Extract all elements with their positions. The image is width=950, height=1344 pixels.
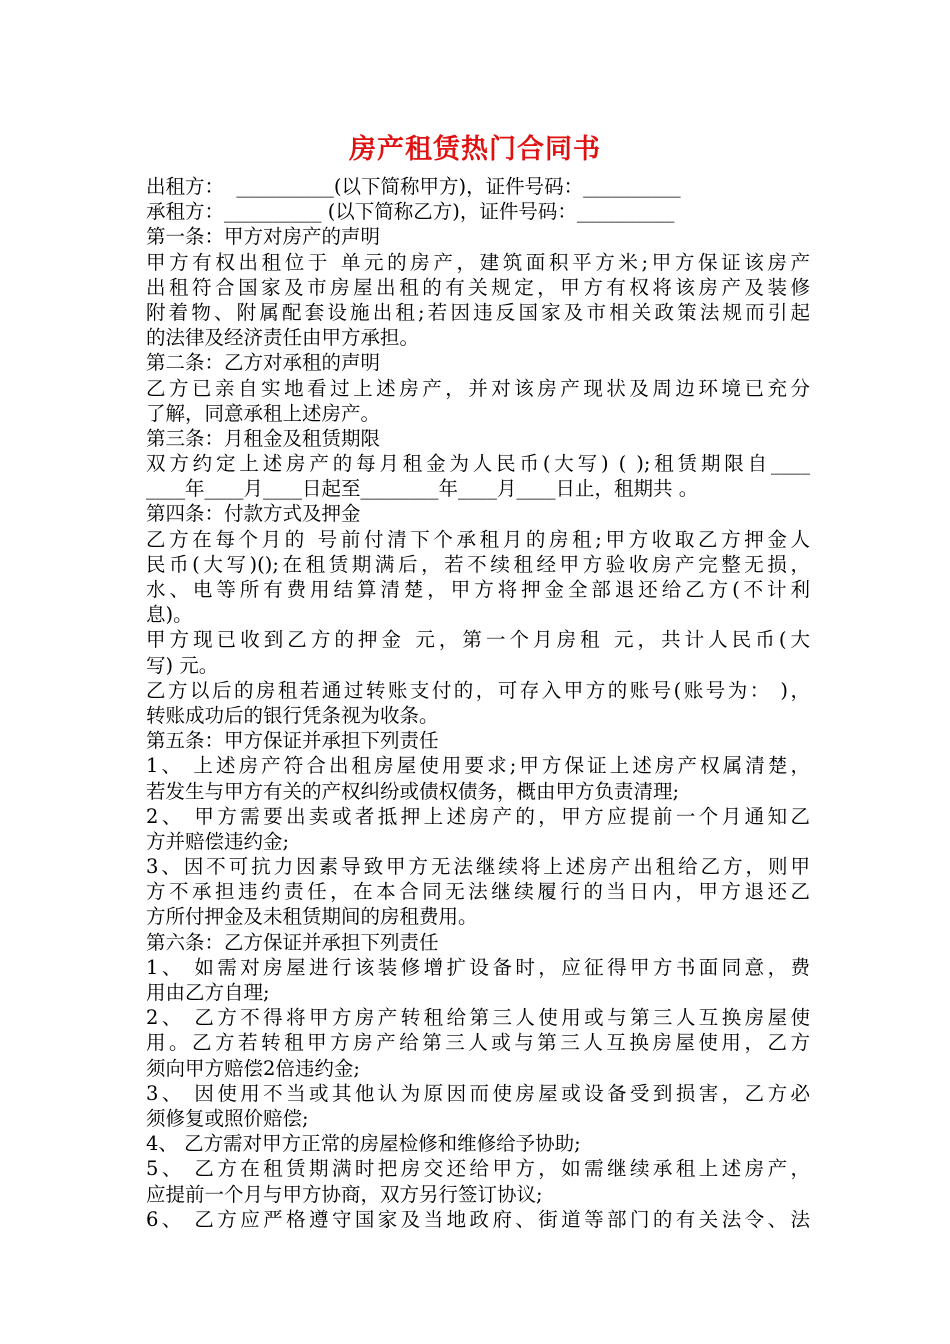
document-line: 了解，同意承租上述房产。 xyxy=(146,401,381,425)
document-line: 第二条：乙方对承租的声明 xyxy=(146,351,381,375)
document-line: 4、 乙方需对甲方正常的房屋检修和维修给予协助; xyxy=(146,1132,581,1156)
document-line: 6、 乙方应严格遵守国家及当地政府、街道等部门的有关法令、法 xyxy=(146,1207,810,1231)
document-line: 乙方以后的房租若通过转账支付的，可存入甲方的账号(账号为： )， xyxy=(146,678,810,702)
document-line: 双方约定上述房产的每月租金为人民币(大写) ( );租赁期限自____ xyxy=(146,452,810,476)
document-line: 出租符合国家及市房屋出租的有关规定，甲方有权将该房产及装修 xyxy=(146,275,810,299)
document-line: 方并赔偿违约金; xyxy=(146,829,290,853)
document-line: 承租方：__________ (以下简称乙方)，证件号码：__________ xyxy=(146,200,675,224)
document-line: 甲方现已收到乙方的押金 元，第一个月房租 元，共计人民币(大 xyxy=(146,628,810,652)
document-line: 用。乙方若转租甲方房产给第三人或与第三人互换房屋使用，乙方 xyxy=(146,1031,810,1055)
document-line: 应提前一个月与甲方协商，双方另行签订协议; xyxy=(146,1182,543,1206)
document-line: 甲方有权出租位于 单元的房产，建筑面积平方米;甲方保证该房产 xyxy=(146,250,810,274)
document-line: 第五条：甲方保证并承担下列责任 xyxy=(146,729,439,753)
document-line: 息)。 xyxy=(146,603,193,627)
document-line: 出租方： __________(以下简称甲方)，证件号码：__________ xyxy=(146,175,681,198)
document-line: 1、 如需对房屋进行该装修增扩设备时，应征得甲方书面同意，费 xyxy=(146,955,810,979)
document-line: 的法律及经济责任由甲方承担。 xyxy=(146,326,420,350)
document-line: 乙方在每个月的 号前付清下个承租月的房租;甲方收取乙方押金人 xyxy=(146,527,810,551)
document-line: 须修复或照价赔偿; xyxy=(146,1106,309,1130)
document-line: ____年____月____日起至________年____月____日止，租期共 。 xyxy=(146,477,699,501)
document-line: 2、 甲方需要出卖或者抵押上述房产的，甲方应提前一个月通知乙 xyxy=(146,804,810,828)
document-line: 若发生与甲方有关的产权纠纷或债权债务，概由甲方负责清理; xyxy=(146,779,680,803)
document-line: 2、 乙方不得将甲方房产转租给第三人使用或与第三人互换房屋使 xyxy=(146,1006,810,1030)
document-line: 第四条：付款方式及押金 xyxy=(146,502,361,526)
document-line: 方不承担违约责任，在本合同无法继续履行的当日内，甲方退还乙 xyxy=(146,880,810,904)
document-line: 5、 乙方在租赁期满时把房交还给甲方，如需继续承租上述房产， xyxy=(146,1157,810,1181)
document-line: 第三条：月租金及租赁期限 xyxy=(146,426,381,450)
document-line: 乙方已亲自实地看过上述房产，并对该房产现状及周边环境已充分 xyxy=(146,376,810,400)
document-line: 写) 元。 xyxy=(146,653,219,677)
document-line: 3、因不可抗力因素导致甲方无法继续将上述房产出租给乙方，则甲 xyxy=(146,855,810,879)
document-line: 1、 上述房产符合出租房屋使用要求;甲方保证上述房产权属清楚， xyxy=(146,754,810,778)
document-line: 用由乙方自理; xyxy=(146,981,270,1004)
document-line: 3、 因使用不当或其他认为原因而使房屋或设备受到损害，乙方必 xyxy=(146,1081,810,1105)
document-line: 第一条：甲方对房产的声明 xyxy=(146,225,381,249)
document-title: 房产租赁热门合同书 xyxy=(349,134,601,165)
document-body xyxy=(146,174,810,1232)
document-line: 民币(大写)();在租赁期满后，若不续租经甲方验收房产完整无损， xyxy=(146,552,810,576)
document-line: 方所付押金及未租赁期间的房租费用。 xyxy=(146,905,478,929)
document-line: 须向甲方赔偿2倍违约金; xyxy=(146,1056,360,1080)
document-line: 水、电等所有费用结算清楚，甲方将押金全部退还给乙方(不计利 xyxy=(146,578,810,601)
document-line: 转账成功后的银行凭条视为收条。 xyxy=(146,703,439,727)
document-line: 附着物、附属配套设施出租;若因违反国家及市相关政策法规而引起 xyxy=(146,300,810,324)
document-line: 第六条：乙方保证并承担下列责任 xyxy=(146,930,439,954)
